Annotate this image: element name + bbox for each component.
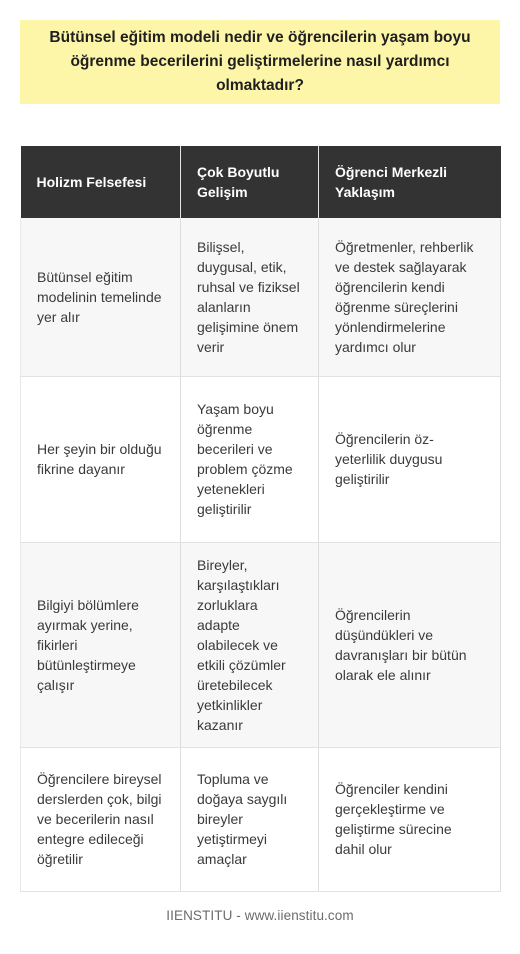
column-header-student-centered: Öğrenci Merkezli Yaklaşım	[319, 146, 501, 218]
column-header-holism: Holizm Felsefesi	[21, 146, 181, 218]
table-cell: Bilgiyi bölümlere ayırmak yerine, fikirleri bütünleştirmeye çalışır	[21, 542, 181, 747]
table-header-row	[21, 146, 501, 218]
page-title: Bütünsel eğitim modeli nedir ve öğrencilerin yaşam boyu öğrenme becerilerini geliştirmelerine nasıl yardımcı olmaktadır?	[49, 29, 471, 94]
title-banner	[20, 20, 500, 104]
table-cell: Öğrencilerin öz-yeterlilik duygusu geliştirilir	[319, 376, 501, 542]
table-cell: Bilişsel, duygusal, etik, ruhsal ve fiziksel alanların gelişimine önem verir	[181, 218, 319, 376]
table-cell: Öğrencilere bireysel derslerden çok, bilgi ve becerilerin nasıl entegre edileceği öğretilir	[21, 747, 181, 891]
table-cell: Bireyler, karşılaştıkları zorluklara adapte olabilecek ve etkili çözümler üretebilecek yetkinlikler kazanır	[181, 542, 319, 747]
table-cell: Her şeyin bir olduğu fikrine dayanır	[21, 376, 181, 542]
table-cell: Yaşam boyu öğrenme becerileri ve problem çözme yetenekleri geliştirilir	[181, 376, 319, 542]
table-row	[21, 747, 501, 891]
table-cell: Topluma ve doğaya saygılı bireyler yetiştirmeyi amaçlar	[181, 747, 319, 891]
footer-credit: IIENSTITU - www.iienstitu.com	[166, 908, 354, 923]
table-cell: Öğrencilerin düşündükleri ve davranışları bir bütün olarak ele alınır	[319, 542, 501, 747]
table-row	[21, 542, 501, 747]
table-cell: Öğretmenler, rehberlik ve destek sağlayarak öğrencilerin kendi öğrenme süreçlerini yönlendirmelerine yardımcı olur	[319, 218, 501, 376]
table-cell: Öğrenciler kendini gerçekleştirme ve geliştirme sürecine dahil olur	[319, 747, 501, 891]
column-header-multidimensional: Çok Boyutlu Gelişim	[181, 146, 319, 218]
table-row	[21, 218, 501, 376]
table-cell: Bütünsel eğitim modelinin temelinde yer alır	[21, 218, 181, 376]
comparison-table	[20, 146, 501, 892]
table-row	[21, 376, 501, 542]
